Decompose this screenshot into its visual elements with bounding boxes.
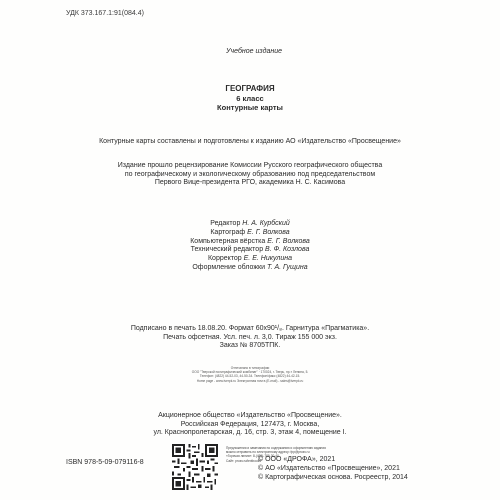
staff-row	[0, 255, 500, 264]
qr-caption-line: можно отправить по электронному адресу: fpp@prosv.ru	[226, 450, 310, 455]
qr-caption-line: Предложения и замечания по содержанию и оформлению издания	[226, 446, 326, 450]
review-statement	[0, 162, 500, 188]
printer-line: ООО "Тверской полиграфический комбинат" · 170024, г. Тверь, пр-т Ленина, 5.	[191, 370, 309, 375]
publisher-line: Акционерное общество «Издательство «Просвещение».	[158, 412, 342, 419]
staff-name: Т. А. Гущина	[266, 263, 308, 271]
review-line: Первого Вице-президента РГО, академика Н. С. Касимова	[154, 179, 346, 186]
staff-role: Технический редактор	[190, 246, 264, 254]
printer-line: Телефон: (4822) 44-52-03, 44-50-34. Телефон/факс (4822) 44-42-15.	[199, 374, 301, 379]
staff-row	[0, 229, 500, 238]
publisher-line: ул. Краснопролетарская, д. 16, стр. 3, этаж 4, помещение I.	[153, 429, 347, 436]
print-info	[0, 325, 500, 351]
staff-role: Картограф	[210, 228, 246, 236]
staff-role: Оформление обложки	[192, 263, 265, 271]
review-line: Издание прошло рецензирование Комиссии Русского географического общества	[117, 162, 383, 169]
print-line: Подписано в печать 18.08.20. Формат 60x90¹/₈. Гарнитура «Прагматика».	[130, 325, 370, 332]
staff-name: Е. Г. Волкова	[247, 228, 290, 236]
staff-name: Н. А. Курбский	[242, 220, 290, 227]
book-subtitle: Контурные карты	[217, 103, 283, 112]
staff-name: В. Ф. Козлова	[265, 246, 310, 254]
copyright-line: © Картографическая основа. Росреестр, 2014	[258, 474, 408, 481]
book-title: ГЕОГРАФИЯ	[225, 84, 275, 93]
printer-line: Home page - www.tverpk.ru Электронная почта (E-mail) - sales@tverpk.ru	[196, 378, 304, 383]
staff-role: Компьютерная вёрстка	[190, 237, 266, 245]
staff-row	[0, 246, 500, 255]
edition-type: Учебное издание	[226, 48, 282, 55]
staff-row	[0, 264, 500, 273]
isbn: ISBN 978-5-09-079116-8	[66, 459, 144, 466]
print-line: Печать офсетная. Усл. печ. л. 3,0. Тираж 155 000 экз.	[163, 333, 337, 341]
publisher-info	[0, 412, 500, 438]
copyright-block	[258, 455, 408, 482]
qr-code-icon	[172, 444, 218, 490]
printer-line: Отпечатано в типографии	[230, 366, 270, 370]
staff-name: Е. Г. Волкова	[267, 237, 310, 245]
staff-credits	[0, 220, 500, 273]
staff-row	[0, 220, 500, 229]
compiled-note: Контурные карты составлены и подготовлены к изданию АО «Издательство «Просвещение»	[99, 138, 401, 145]
printer-info	[0, 366, 500, 383]
publisher-line: Российская Федерация, 127473, г. Москва,	[180, 420, 320, 428]
print-line: Заказ № 8705ТПК.	[219, 342, 281, 349]
qr-caption-line: «Горячая линия»: 8-(495)-789-30-40	[226, 454, 279, 459]
staff-role: Корректор	[207, 255, 242, 263]
grade-label: 6 класс	[236, 94, 264, 103]
qr-caption-line: Сайт: prosv.ru/textbooks	[226, 458, 261, 463]
copyright-line: © ООО «ДРОФА», 2021	[258, 456, 336, 463]
udk-code: УДК 373.167.1:91(084.4)	[66, 10, 144, 17]
copyright-line: © АО «Издательство «Просвещение», 2021	[258, 465, 400, 472]
staff-role: Редактор	[210, 220, 241, 227]
review-line: по географическому и экологическому образованию под председательством	[124, 170, 376, 178]
staff-name: Е. Е. Никулина	[243, 255, 293, 263]
